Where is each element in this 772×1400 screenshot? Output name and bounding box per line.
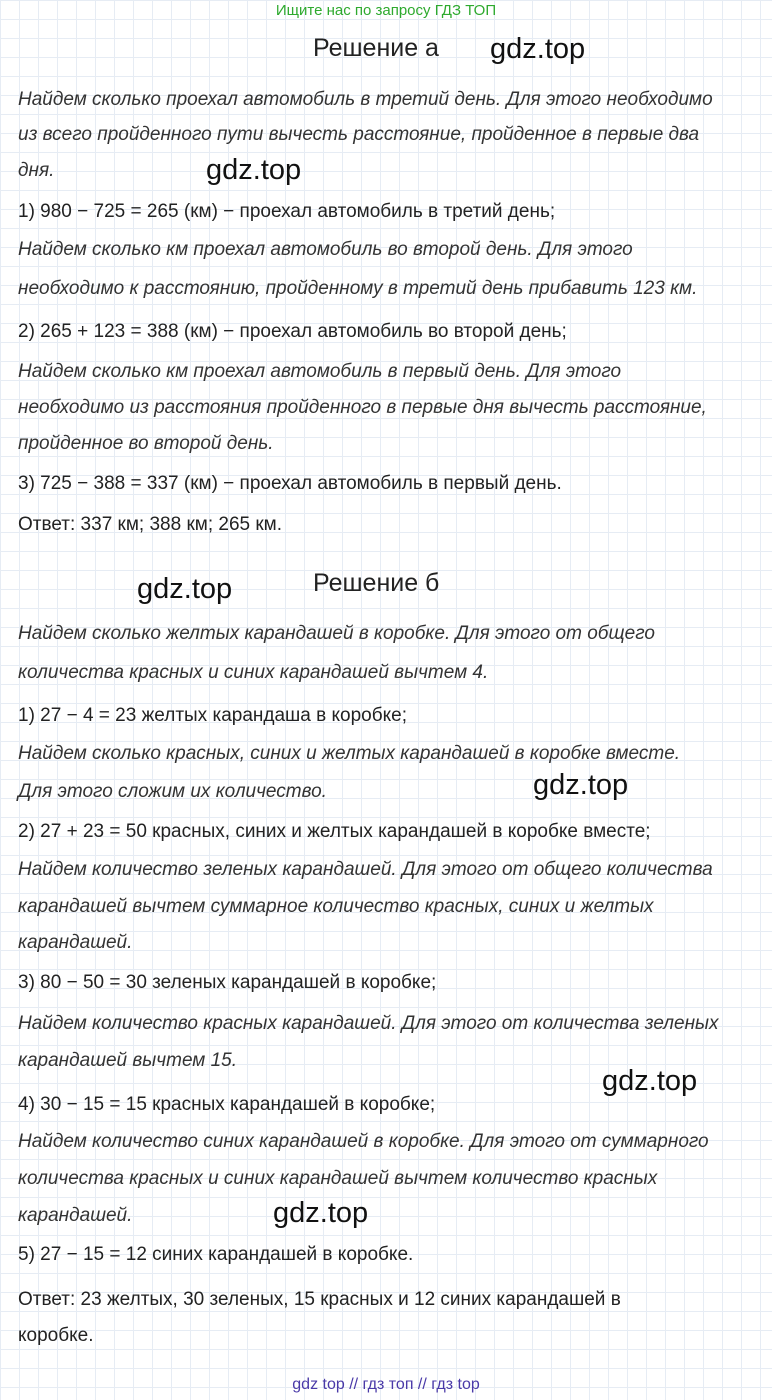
watermark: gdz.top [137, 573, 233, 605]
watermark: gdz.top [206, 154, 302, 186]
heading-part-b: Решение б [313, 569, 440, 597]
answer-line: коробке. [18, 1325, 94, 1346]
answer-line: Ответ: 337 км; 388 км; 265 км. [18, 514, 283, 535]
heading-part-a: Решение а [313, 34, 439, 62]
watermark: gdz.top [533, 769, 629, 801]
solution-step: 4) 30 − 15 = 15 красных карандашей в коробке; [18, 1094, 436, 1115]
text-line: дня. [18, 160, 55, 181]
watermark: gdz.top [602, 1065, 698, 1097]
solution-step: 2) 27 + 23 = 50 красных, синих и желтых карандашей в коробке вместе; [18, 821, 651, 842]
solution-step: 1) 27 − 4 = 23 желтых карандаша в коробке; [18, 705, 407, 726]
solution-step: 3) 725 − 388 = 337 (км) − проехал автомобиль в первый день. [18, 473, 562, 494]
text-line: количества красных и синих карандашей вычтем количество красных [18, 1168, 658, 1189]
text-line: Найдем сколько проехал автомобиль в третий день. Для этого необходимо [18, 89, 713, 110]
solution-step: 5) 27 − 15 = 12 синих карандашей в коробке. [18, 1244, 414, 1265]
text-line: количества красных и синих карандашей вычтем 4. [18, 662, 489, 683]
text-line: карандашей. [18, 1205, 133, 1226]
text-line: необходимо к расстоянию, пройденному в третий день прибавить 123 км. [18, 278, 698, 299]
text-line: необходимо из расстояния пройденного в первые дня вычесть расстояние, [18, 397, 707, 418]
footer-links[interactable]: gdz top // гдз топ // гдз top [292, 1376, 480, 1393]
text-line: Найдем сколько км проехал автомобиль в первый день. Для этого [18, 361, 622, 382]
text-line: из всего пройденного пути вычесть расстояние, пройденное в первые два [18, 124, 700, 145]
text-line: Найдем сколько красных, синих и желтых карандашей в коробке вместе. [18, 743, 681, 764]
text-line: Найдем сколько км проехал автомобиль во второй день. Для этого [18, 239, 633, 260]
text-line: Найдем сколько желтых карандашей в коробке. Для этого от общего [18, 623, 655, 644]
solution-step: 1) 980 − 725 = 265 (км) − проехал автомобиль в третий день; [18, 201, 556, 222]
text-line: карандашей вычтем суммарное количество красных, синих и желтых [18, 896, 654, 917]
text-line: Найдем количество синих карандашей в коробке. Для этого от суммарного [18, 1131, 709, 1152]
text-line: Для этого сложим их количество. [18, 781, 327, 802]
watermark: gdz.top [490, 33, 586, 65]
solution-step: 2) 265 + 123 = 388 (км) − проехал автомобиль во второй день; [18, 321, 567, 342]
text-line: карандашей. [18, 932, 133, 953]
text-line: Найдем количество красных карандашей. Для этого от количества зеленых [18, 1013, 719, 1034]
answer-line: Ответ: 23 желтых, 30 зеленых, 15 красных и 12 синих карандашей в [18, 1289, 621, 1310]
top-banner[interactable]: Ищите нас по запросу ГДЗ ТОП [275, 2, 497, 19]
text-line: пройденное во второй день. [18, 433, 274, 454]
watermark: gdz.top [273, 1197, 369, 1229]
text-line: карандашей вычтем 15. [18, 1050, 238, 1071]
text-line: Найдем количество зеленых карандашей. Для этого от общего количества [18, 859, 713, 880]
solution-step: 3) 80 − 50 = 30 зеленых карандашей в коробке; [18, 972, 437, 993]
